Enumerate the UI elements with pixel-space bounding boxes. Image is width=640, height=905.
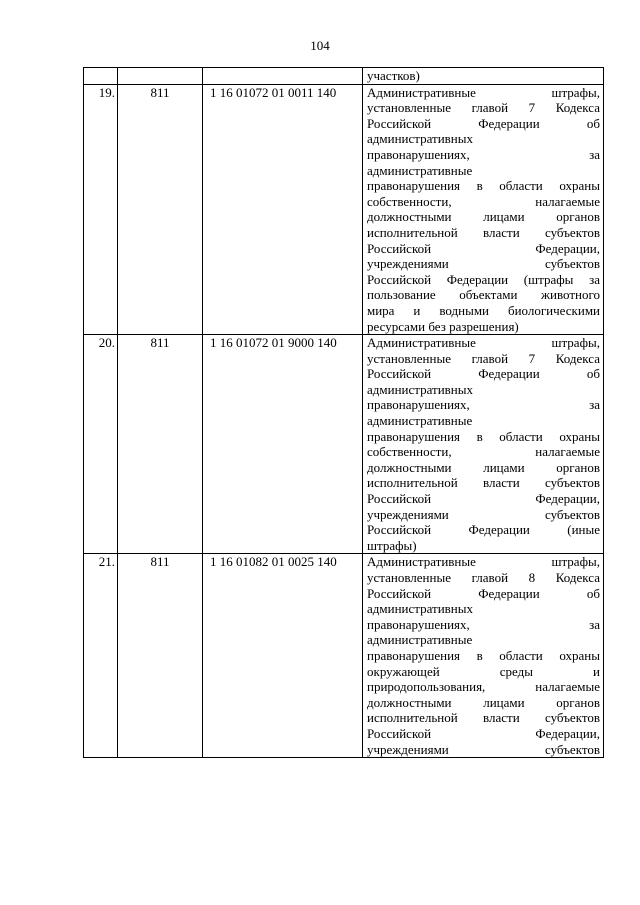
cell-kbk: 1 16 01072 01 9000 140	[203, 335, 363, 554]
description-line: учреждениями субъектов	[367, 741, 600, 757]
description-line: окружающей среды и	[367, 663, 600, 679]
description-line: исполнительной власти субъектов	[367, 224, 600, 240]
description-line: Российской Федерации об	[367, 115, 600, 131]
description-line: должностными лицами органов	[367, 459, 600, 475]
description-line: Российской Федерации,	[367, 725, 600, 741]
cell-admin-code: 811	[118, 335, 203, 554]
cell-number	[84, 68, 118, 85]
description-line: собственности, налагаемые	[367, 444, 600, 460]
table-row	[84, 335, 604, 554]
description-line: штрафы)	[367, 537, 417, 553]
description-line: природопользования, налагаемые	[367, 679, 600, 695]
cell-kbk: 1 16 01082 01 0025 140	[203, 554, 363, 758]
budget-code-table	[83, 67, 604, 758]
cell-kbk	[203, 68, 363, 85]
cell-admin-code: 811	[118, 84, 203, 335]
description-line: ресурсами без разрешения)	[367, 318, 519, 334]
description-line: административные	[367, 632, 473, 648]
description-line: установленные главой 7 Кодекса	[367, 350, 600, 366]
description-line: Российской Федерации,	[367, 240, 600, 256]
cell-description	[363, 554, 604, 758]
description-line: Российской Федерации,	[367, 491, 600, 507]
description-line: правонарушения в области охраны	[367, 647, 600, 663]
description-line: мира и водными биологическими	[367, 302, 600, 318]
cell-description	[363, 68, 604, 85]
description-line: учреждениями субъектов	[367, 506, 600, 522]
description-line: собственности, налагаемые	[367, 193, 600, 209]
description-line: Административные штрафы,	[367, 554, 600, 570]
description-line: административных	[367, 601, 473, 617]
description-line: правонарушениях, за	[367, 616, 600, 632]
cell-admin-code: 811	[118, 554, 203, 758]
description-line: исполнительной власти субъектов	[367, 710, 600, 726]
description-line: должностными лицами органов	[367, 209, 600, 225]
description-line: установленные главой 7 Кодекса	[367, 100, 600, 116]
description-line: Российской Федерации (штрафы за	[367, 271, 600, 287]
description-line: Российской Федерации об	[367, 366, 600, 382]
cell-description	[363, 335, 604, 554]
cell-admin-code	[118, 68, 203, 85]
description-line: Российской Федерации (иные	[367, 522, 600, 538]
description-line: административные	[367, 162, 473, 178]
description-line: правонарушениях, за	[367, 397, 600, 413]
description-line: установленные главой 8 Кодекса	[367, 570, 600, 585]
description-line: Административные штрафы,	[367, 335, 600, 351]
cell-kbk: 1 16 01072 01 0011 140	[203, 84, 363, 335]
description-line: учреждениями субъектов	[367, 256, 600, 272]
cell-description	[363, 84, 604, 335]
description-line: административные	[367, 413, 473, 429]
description-line: Российской Федерации об	[367, 585, 600, 601]
description-line: участков)	[367, 68, 420, 83]
description-line: административных	[367, 381, 473, 397]
table-row-continuation	[84, 68, 604, 85]
description-line: пользование объектами животного	[367, 287, 600, 303]
description-line: правонарушения в области охраны	[367, 428, 600, 444]
table-row	[84, 554, 604, 758]
description-line: правонарушениях, за	[367, 146, 600, 162]
cell-number: 19.	[84, 84, 118, 335]
description-line: правонарушения в области охраны	[367, 178, 600, 194]
table-row	[84, 84, 604, 335]
cell-number: 20.	[84, 335, 118, 554]
cell-number: 21.	[84, 554, 118, 758]
description-line: должностными лицами органов	[367, 694, 600, 710]
description-line: исполнительной власти субъектов	[367, 475, 600, 491]
page-number: 104	[310, 38, 330, 53]
description-line: административных	[367, 131, 473, 147]
description-line: Административные штрафы,	[367, 84, 600, 100]
